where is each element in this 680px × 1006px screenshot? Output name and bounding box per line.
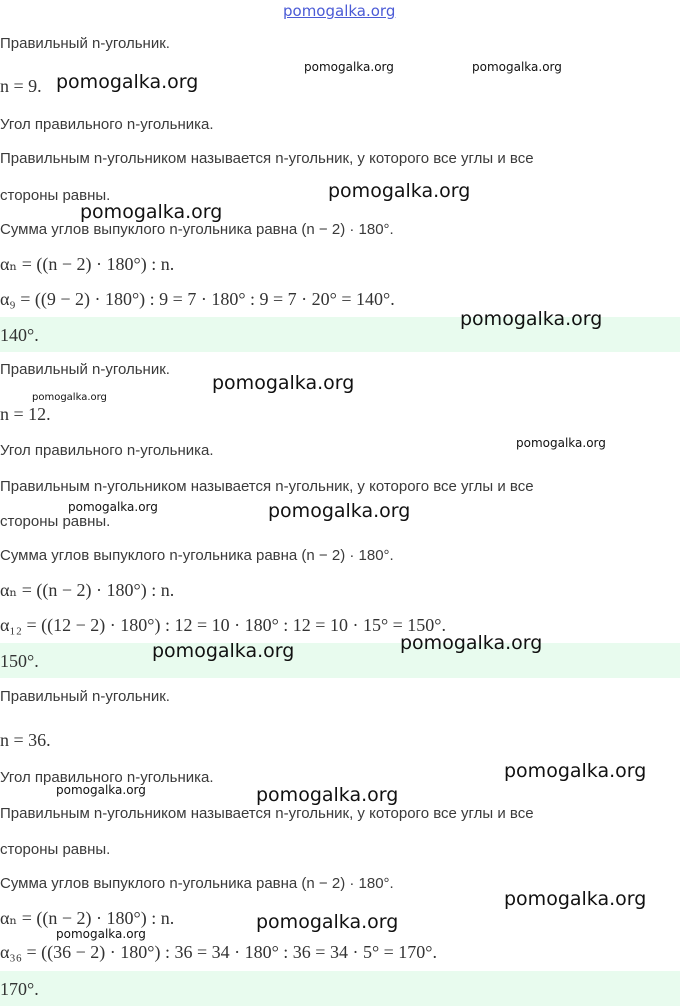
n-value: n = 36. xyxy=(0,730,51,750)
watermark: pomogalka.org xyxy=(504,888,647,910)
angle-heading: Угол правильного n-угольника. xyxy=(0,769,214,786)
definition-line-1: Правильным n-угольником называется n-угольник, у которого все углы и все xyxy=(0,478,534,495)
watermark: pomogalka.org xyxy=(256,911,399,933)
angle-calculation: α₁₂ = ((12 − 2) · 180°) : 12 = 10 · 180° : 12 = 10 · 15° = 150°. xyxy=(0,615,446,635)
angle-formula: αₙ = ((n − 2) · 180°) : n. xyxy=(0,908,175,928)
watermark: pomogalka.org xyxy=(32,392,107,403)
watermark: pomogalka.org xyxy=(152,640,295,662)
watermark: pomogalka.org xyxy=(56,927,146,941)
watermark: pomogalka.org xyxy=(80,201,223,223)
sum-rule: Сумма углов выпуклого n-угольника равна (n − 2) · 180°. xyxy=(0,875,394,892)
angle-calculation: α₉ = ((9 − 2) · 180°) : 9 = 7 · 180° : 9 = 7 · 20° = 140°. xyxy=(0,289,395,309)
watermark: pomogalka.org xyxy=(328,180,471,202)
watermark: pomogalka.org xyxy=(212,372,355,394)
watermark: pomogalka.org xyxy=(400,632,543,654)
angle-heading: Угол правильного n-угольника. xyxy=(0,442,214,459)
definition-line-1: Правильным n-угольником называется n-угольник, у которого все углы и все xyxy=(0,150,534,167)
n-value: n = 9. xyxy=(0,76,42,96)
watermark: pomogalka.org xyxy=(268,500,411,522)
definition-line-2: стороны равны. xyxy=(0,513,111,530)
angle-heading: Угол правильного n-угольника. xyxy=(0,116,214,133)
answer: 170°. xyxy=(0,979,39,999)
angle-calculation: α₃₆ = ((36 − 2) · 180°) : 36 = 34 · 180° : 36 = 34 · 5° = 170°. xyxy=(0,942,437,962)
angle-formula: αₙ = ((n − 2) · 180°) : n. xyxy=(0,580,175,600)
watermark: pomogalka.org xyxy=(56,71,199,93)
watermark: pomogalka.org xyxy=(256,784,399,806)
definition-line-1: Правильным n-угольником называется n-угольник, у которого все углы и все xyxy=(0,805,534,822)
definition-line-2: стороны равны. xyxy=(0,841,111,858)
watermark: pomogalka.org xyxy=(504,760,647,782)
answer-band xyxy=(0,971,680,1006)
section-title: Правильный n-угольник. xyxy=(0,35,170,52)
angle-formula: αₙ = ((n − 2) · 180°) : n. xyxy=(0,254,175,274)
watermark: pomogalka.org xyxy=(472,60,562,74)
sum-rule: Сумма углов выпуклого n-угольника равна (n − 2) · 180°. xyxy=(0,547,394,564)
watermark: pomogalka.org xyxy=(68,500,158,514)
watermark-top: pomogalka.org xyxy=(283,2,396,20)
watermark: pomogalka.org xyxy=(460,308,603,330)
section-title: Правильный n-угольник. xyxy=(0,688,170,705)
answer: 150°. xyxy=(0,651,39,671)
n-value: n = 12. xyxy=(0,404,51,424)
answer-band xyxy=(0,643,680,678)
answer: 140°. xyxy=(0,325,39,345)
watermark: pomogalka.org xyxy=(304,60,394,74)
definition-line-2: стороны равны. xyxy=(0,187,111,204)
sum-rule: Сумма углов выпуклого n-угольника равна (n − 2) · 180°. xyxy=(0,221,394,238)
watermark: pomogalka.org xyxy=(516,436,606,450)
section-title: Правильный n-угольник. xyxy=(0,361,170,378)
watermark: pomogalka.org xyxy=(56,783,146,797)
